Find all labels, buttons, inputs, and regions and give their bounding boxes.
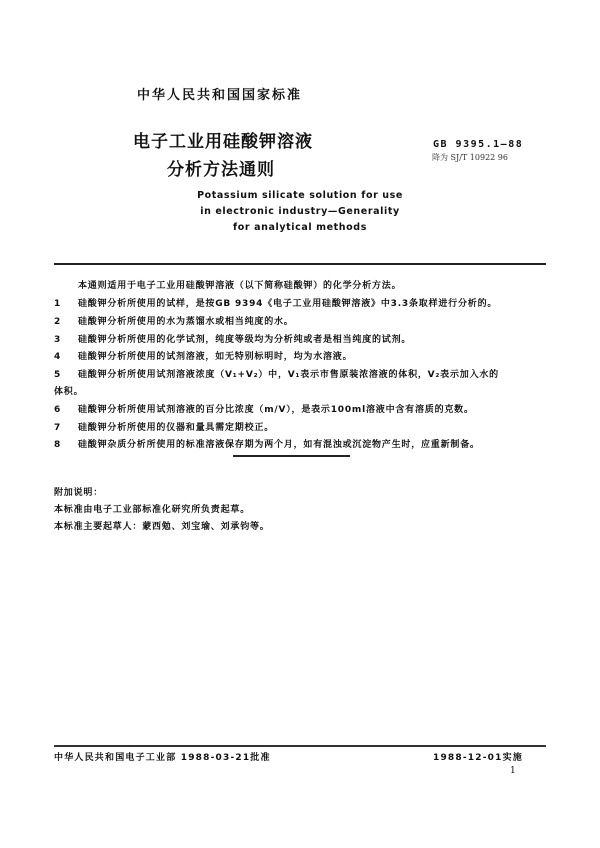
clause-text: 硅酸钾分析所使用的仪器和量具需定期校正。 bbox=[78, 423, 275, 433]
implementation-date: 1988-12-01实施 bbox=[433, 753, 523, 763]
notes-line: 本标准主要起草人：蒙西勉、刘宝瑜、刘承钧等。 bbox=[54, 522, 270, 532]
clause-text: 硅酸钾分析所使用试剂溶液浓度（V₁+V₂）中，V₁表示市售原装浓溶液的体积，V₂表示加入水的 bbox=[78, 370, 499, 380]
clause-text: 硅酸钾分析所使用的试样，是按GB 9394《电子工业用硅酸钾溶液》中3.3条取样进行分析的。 bbox=[78, 299, 498, 309]
clause-number: 4 bbox=[54, 352, 62, 362]
clause-text: 硅酸钾杂质分析所使用的标准溶液保存期为两个月，如有混浊或沉淀物产生时，应重新制备。 bbox=[78, 440, 480, 450]
clause-number: 8 bbox=[54, 440, 62, 450]
clause-text: 硅酸钾分析所使用试剂溶液的百分比浓度（m/V），是表示100ml溶液中含有溶质的克数。 bbox=[78, 405, 474, 415]
clause-item bbox=[54, 367, 499, 380]
header-divider bbox=[54, 263, 546, 265]
replaced-by-note: 降为 SJ/T 10922 96 bbox=[432, 153, 508, 162]
clause-item bbox=[54, 437, 480, 450]
document-title-line2: 分析方法通则 bbox=[167, 160, 275, 180]
scope-paragraph: 本通则适用于电子工业用硅酸钾溶液（以下简称硅酸钾）的化学分析方法。 bbox=[78, 281, 402, 291]
clause-number: 6 bbox=[54, 405, 62, 415]
clause-text: 硅酸钾分析所使用的化学试剂，纯度等级均为分析纯或者是相当纯度的试剂。 bbox=[78, 335, 412, 345]
standard-number: GB 9395.1—88 bbox=[433, 139, 524, 150]
footer-divider bbox=[54, 745, 546, 747]
issuing-organization: 中华人民共和国国家标准 bbox=[137, 88, 303, 103]
english-title-line: in electronic industry—Generality bbox=[200, 206, 400, 217]
clause-item bbox=[54, 349, 352, 362]
clause-item bbox=[54, 314, 294, 327]
clause-number: 2 bbox=[54, 317, 62, 327]
clause-item bbox=[54, 402, 474, 415]
clause-number: 1 bbox=[54, 299, 62, 309]
clause-continuation: 体积。 bbox=[54, 387, 84, 397]
english-title bbox=[160, 188, 440, 236]
notes-heading: 附加说明： bbox=[54, 488, 104, 498]
clause-item bbox=[54, 296, 497, 309]
page-number: 1 bbox=[510, 766, 516, 776]
clause-text: 硅酸钾分析所使用的水为蒸馏水或相当纯度的水。 bbox=[78, 317, 294, 327]
approval-statement: 中华人民共和国电子工业部 1988-03-21批准 bbox=[54, 753, 271, 763]
document-title-line1: 电子工业用硅酸钾溶液 bbox=[133, 132, 313, 152]
clause-number: 3 bbox=[54, 335, 62, 345]
english-title-line: for analytical methods bbox=[233, 222, 367, 233]
clause-number: 7 bbox=[54, 423, 62, 433]
clause-item bbox=[54, 332, 411, 345]
clause-text: 硅酸钾分析所使用的试剂溶液，如无特别标明时，均为水溶液。 bbox=[78, 352, 353, 362]
clause-item bbox=[54, 420, 274, 433]
clause-number: 5 bbox=[54, 370, 62, 380]
notes-line: 本标准由电子工业部标准化研究所负责起草。 bbox=[54, 505, 251, 515]
end-of-text-rule bbox=[233, 455, 350, 457]
english-title-line: Potassium silicate solution for use bbox=[197, 190, 403, 201]
